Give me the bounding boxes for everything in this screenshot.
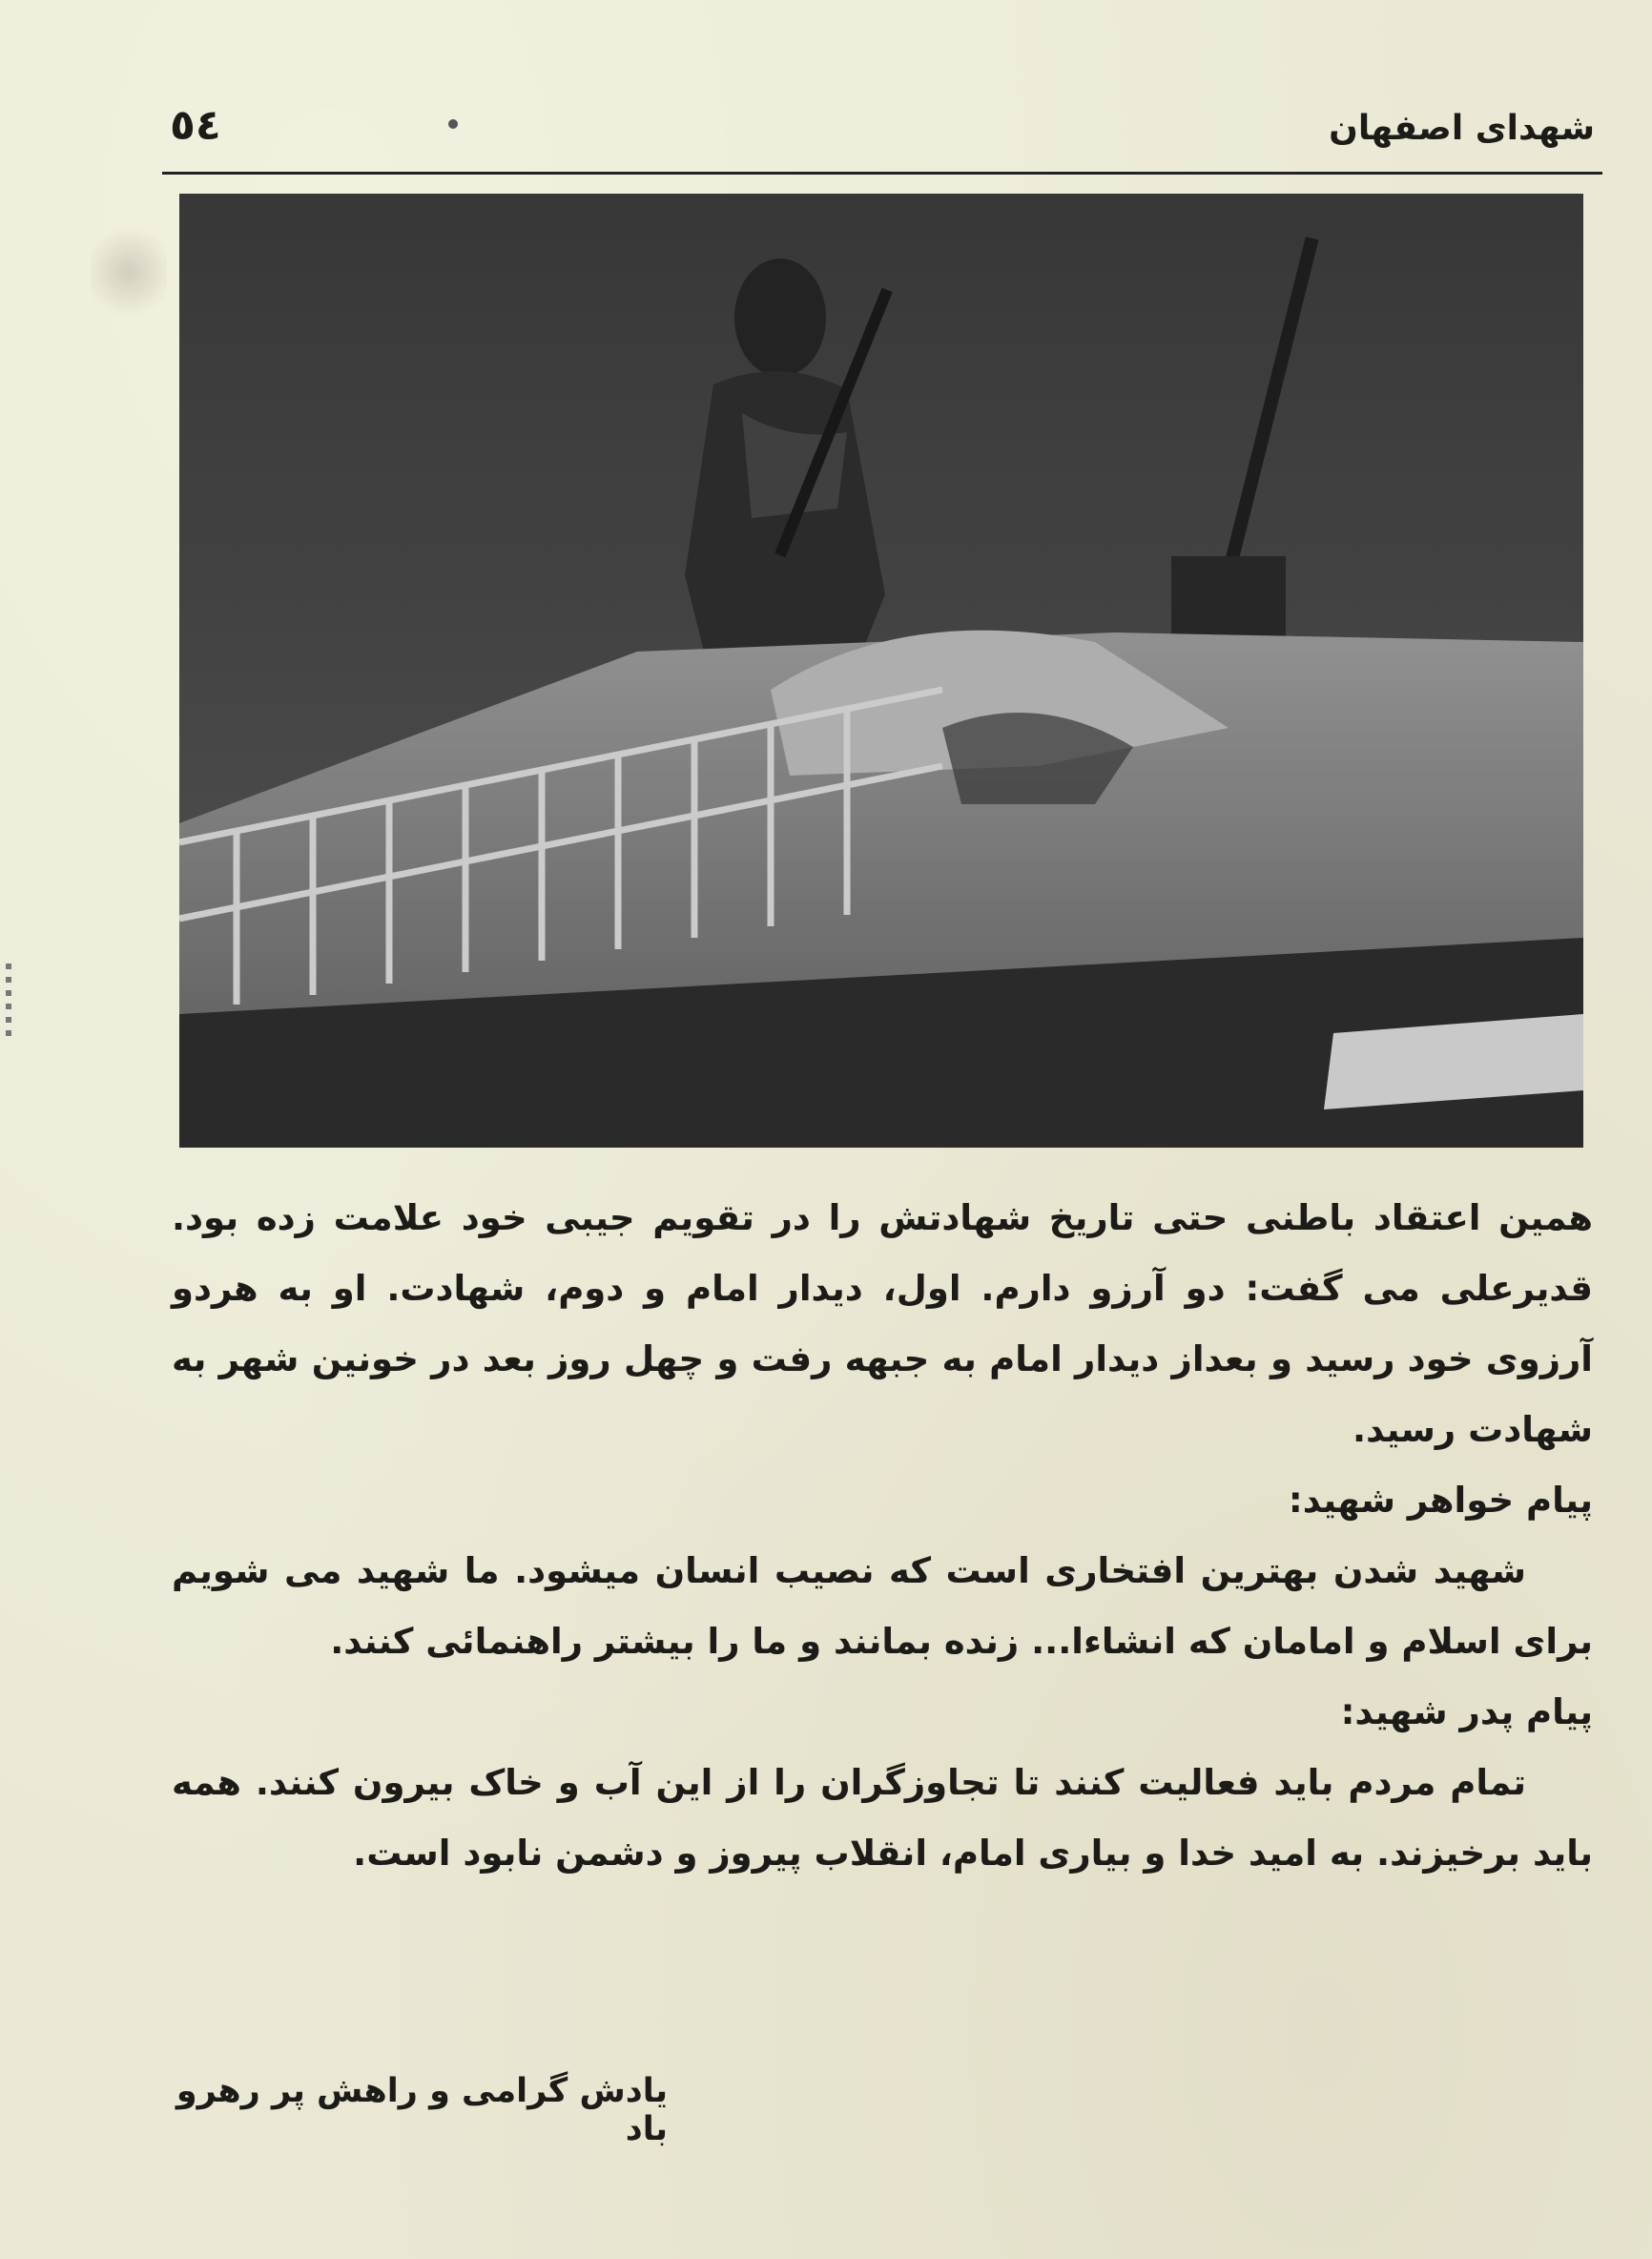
page-header	[162, 95, 1602, 175]
closing-line: یادش گرامی و راهش پر رهرو باد	[176, 2072, 668, 2148]
paragraph-sister-message: شهید شدن بهترین افتخاری است که نصیب انسان میشود. ما شهید می شویم برای اسلام و امامان که انشاءا... زنده بمانند و ما را بیشتر راهنمائی کنند.	[172, 1550, 1593, 1662]
running-title: شهدای اصفهان	[1329, 109, 1595, 148]
library-stamp-icon	[91, 219, 167, 324]
ink-dot	[448, 119, 458, 129]
heading-father-message: پیام پدر شهید:	[1340, 1691, 1593, 1732]
paragraph-father-message: تمام مردم باید فعالیت کنند تا تجاوزگران را از این آب و خاک بیرون کنند. همه باید برخیزند. به امید خدا و بیاری امام، انقلاب پیروز و دشمن نابود است.	[172, 1762, 1593, 1874]
soldier-on-vehicle-icon	[179, 194, 1583, 1148]
heading-sister-message: پیام خواهر شهید:	[1288, 1480, 1593, 1521]
photograph	[179, 194, 1583, 1148]
page-number: ٥٤	[170, 101, 221, 150]
body-text	[172, 1183, 1593, 1889]
paragraph-1: همین اعتقاد باطنی حتی تاریخ شهادتش را در تقویم جیبی خود علامت زده بود. قدیرعلی می گفت: دو آرزو دارم. اول، دیدار امام و دوم، شهادت. او به هردو آرزوی خود رسید و بعداز دیدار امام به جبهه رفت و چهل روز بعد در خونین شهر به شهادت رسید.	[172, 1197, 1593, 1450]
binding-marks	[6, 964, 11, 1040]
